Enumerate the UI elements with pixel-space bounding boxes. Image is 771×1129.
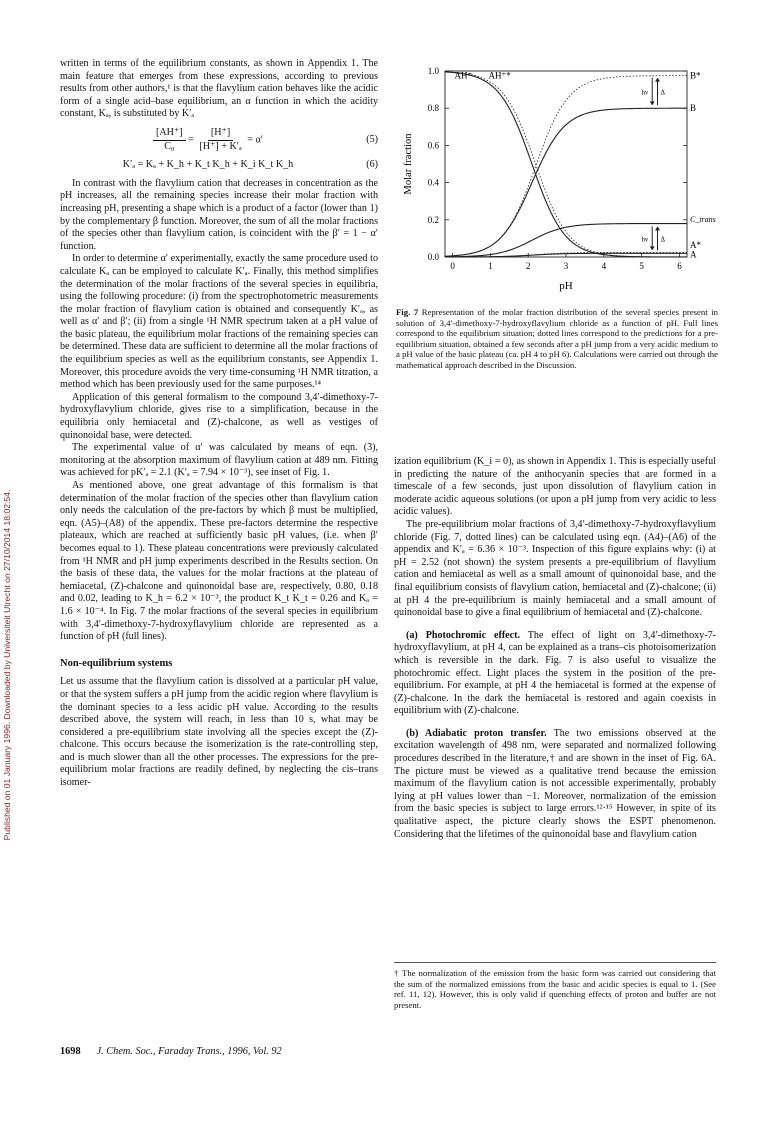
y-tick-label: 0.2 — [427, 214, 439, 225]
series-line-solid — [445, 72, 687, 257]
footnote: † The normalization of the emission from the basic form was carried out considering that the sum of the normalized emissions from the basic and acidic species is equal to 1. (See ref. 11, 12). However, this is only valid if quenching effects of proton and buffer are not present. — [394, 968, 716, 1010]
right-column — [394, 456, 716, 841]
label-c-trans: C_trans — [690, 214, 716, 224]
paragraph: (b) Adiabatic proton transfer. The two emissions observed at the excitation wavelength of 498 nm, were separated and normalized following procedures described in the literature,† and are shown in the inset of Fig. 6A. The picture must be viewed as a qualitative trend because the emission maximum of the flavylium cation is not accessible experimentally, probably lying at pH values lower than −1. Moreover, normalization of the emission from the basic species is subject to large errors.¹²·¹⁵ However, in spite of its qualitative aspect, the picture clearly shows the ESPT phenomenon. Considering that the lifetimes of the quinonoidal base and flavylium cation — [394, 727, 716, 840]
lower-hv-arrowhead — [650, 246, 655, 250]
paragraph: The experimental value of α′ was calculated by means of eqn. (3), monitoring at the absorption maximum of flavylium cation at 489 nm. Fitting was achieved for pK′ₐ = 2.1 (K′ₐ = 7.94 × 10⁻³), see inset of Fig. 1. — [60, 442, 378, 479]
subheading-b: (b) Adiabatic proton transfer. — [406, 727, 547, 739]
plot-frame — [445, 71, 687, 257]
lower-delta-label: Δ — [660, 235, 666, 244]
label-ah: AH⁺ — [454, 70, 473, 81]
label-b: B — [690, 103, 697, 114]
left-column — [60, 58, 378, 790]
x-tick-label: 2 — [525, 261, 531, 271]
paragraph: In contrast with the flavylium cation that decreases in concentration as the pH increases, all the remaining species increase their molar fraction with increasing pH, presenting a shape which is a product of a factor (lower than 1) by the complementary β function. Moreover, the sum of all the molar fractions of the species other than flavylium cation, is coincident with the β′ = 1 − α′ function. — [60, 177, 378, 252]
label-a: A — [690, 249, 697, 260]
equation-5: $\frac{[AH^+]}{\text{C₀}}$ = $\frac{[H^+]}{\text{[H⁺] + K′ₐ}}$ = α′ (5) — [60, 127, 378, 153]
paragraph: written in terms of the equilibrium constants, as shown in Appendix 1. The main feature that emerges from these expressions, according to previous results from other authors,¹ is that the flavylium cation behaves like the acidic form of a single acid–base equilibrium, an α function in which the acidity constant, Kₐ, is substituted by K′ₐ — [60, 58, 378, 120]
x-tick-label: 5 — [639, 261, 644, 271]
paragraph: ization equilibrium (K_i = 0), as shown in Appendix 1. This is especially useful in predicting the nature of the anthocyanin species that are formed in a timescale of a few seconds, just upon dissolution of flavylium cation in moderate acidic aqueous solutions (or upon a pH jump from very acidic to less acidic values). — [394, 456, 716, 518]
page-footer — [60, 1046, 282, 1057]
figure-caption: Fig. 7 Representation of the molar fraction distribution of the several species present in solution of 3,4′-dimethoxy-7-hydroxyflavylium chloride as a function of pH. Full lines correspond to the equilibrium situation; dotted lines correspond to the predictions for a pre-equilibrium situation, obtained a few seconds after a pH jump from a very acidic medium to a pH value of the basic plateau (ca. pH 4 to pH 6). Calculations were carried out through the mathematical approach described in the Discussion. — [396, 307, 718, 370]
lower-delta-arrowhead — [655, 226, 660, 230]
series-line-solid — [445, 108, 687, 256]
y-tick-label: 0.6 — [427, 140, 439, 151]
paragraph: In order to determine α′ experimentally, exactly the same procedure used to calculate Kₐ can be employed to calculate K′ₐ. Finally, this method simplifies the determination of the molar fractions of the several species in equilibria, using the following procedure: (i) from the spectrophotometric measurements the molar fraction of flavylium cation is obtained and consequently K′ₐ, as well as α′ and β′; (ii) from a single ¹H NMR spectrum taken at a pH value of the basic plateau, the equilibrium molar fractions of the remaining species can be determined. These data are sufficient to determine all the molar fractions of the equilibrium species as well as the equilibrium constants, see Appendix 1. Moreover, this procedure avoids the very time-consuming ¹H NMR titration, a method which has been previously used for the same purposes.¹⁴ — [60, 253, 378, 391]
footnote-rule — [394, 962, 716, 963]
download-watermark: Published on 01 January 1996. Downloaded by Universiteit Utrecht on 27/10/2014 18:02:54. — [2, 489, 12, 841]
upper-hv-label: hν — [641, 88, 649, 97]
series-line-dotted — [445, 72, 687, 257]
upper-hv-arrowhead — [650, 101, 655, 105]
series-line-solid — [445, 224, 687, 257]
journal-citation: J. Chem. Soc., Faraday Trans., 1996, Vol. 92 — [96, 1046, 282, 1057]
lower-hv-label: hν — [641, 235, 649, 244]
x-tick-label: 6 — [677, 261, 682, 271]
paragraph: Application of this general formalism to the compound 3,4′-dimethoxy-7-hydroxyflavylium chloride, gives rise to a simplification, because in the equilibria only hemiacetal and (Z)-chalcone, as well as vestiges of quinonoidal base, were detected. — [60, 391, 378, 441]
paragraph: Let us assume that the flavylium cation is dissolved at a particular pH value, or that the system suffers a pH jump from the acidic region where flavylium is the dominant species to a less acidic pH value. According to the results described above, the system will reach, in less than 10 s, what may be considered a pre-equilibrium state involving all the species except the (Z)-chalcone. This occurs because the isomerization is the rate-controlling step, and is much slower than all the other processes. The expressions for the pre-equilibrium molar fractions are readily defined, by neglecting the cis–trans isomer- — [60, 676, 378, 789]
figure-7-chart — [397, 55, 719, 305]
y-axis-label: Molar fraction — [403, 133, 414, 195]
subheading-a: (a) Photochromic effect. — [406, 629, 521, 641]
upper-delta-arrowhead — [655, 78, 660, 82]
y-tick-label: 0.4 — [427, 177, 439, 188]
y-tick-label: 0.0 — [427, 252, 439, 262]
page-number: 1698 — [60, 1046, 81, 1057]
upper-delta-label: Δ — [660, 88, 666, 97]
x-axis-label: pH — [559, 280, 573, 292]
x-tick-label: 3 — [563, 261, 569, 271]
x-tick-label: 4 — [601, 261, 607, 271]
label-ah-star: AH⁺* — [488, 70, 511, 81]
y-tick-label: 1.0 — [427, 66, 439, 76]
y-tick-label: 0.8 — [427, 103, 439, 114]
section-heading: Non-equilibrium systems — [60, 657, 173, 669]
x-tick-label: 1 — [488, 261, 493, 271]
paragraph: The pre-equilibrium molar fractions of 3,4′-dimethoxy-7-hydroxyflavylium chloride (Fig. 7, dotted lines) can be calculated using eqn. (A4)–(A6) of the appendix and K′ₐ = 6.36 × 10⁻³. Inspection of this figure explains why: (i) at pH = 2.52 (not shown) the system presents a pre-equilibrium of flavylium cation and hemiacetal as well as a small amount of quinonoidal base, and the final equilibrium consists of flavylium cation, hemiacetal and (Z)-chalcone; (ii) at pH 4 the pre-equilibrium is mainly hemiacetal and a small amount of quinonoidal base to give a final equilibrium of hemiacetal and (Z)-chalcone. — [394, 518, 716, 619]
label-b-star: B* — [690, 70, 701, 81]
x-tick-label: 0 — [450, 261, 455, 271]
paragraph: As mentioned above, one great advantage of this formalism is that determination of the molar fraction of the species other than flavylium cation only needs the calculation of the pre-factors by which β must be multiplied, eqn. (A5)–(A8) of the appendix. These pre-factors determine the respective plateaux, which are reached at sufficiently basic pH values, (i.e. when β′ becomes equal to 1). These plateau concentrations were previously calculated from ¹H NMR and pH jump experiments described in the Results section. On the basis of these data, the values for the molar fractions at the plateau of hemiacetal, (Z)-chalcone and quinonoidal base are, respectively, 0.80, 0.18 and 0.02, leading to K_h = 6.2 × 10⁻³, the product K_t K_t = 0.26 and Kₐ = 1.6 × 10⁻⁴. In Fig. 7 the molar fractions of the several species in equilibrium with 3,4′-dimethoxy-7-hydroxyflavylium chloride are represented as a function of pH (full lines). — [60, 480, 378, 643]
equation-6: K′ₐ = Kₐ + K_h + K_t K_h + K_i K_t K_h (6) — [122, 159, 378, 171]
paragraph: (a) Photochromic effect. The effect of light on 3,4′-dimethoxy-7-hydroxyflavylium, at pH 4, can be explained as a trans–cis photoisomerization which is reversible in the dark. Fig. 7 is also useful to visualize the photochromic effect. Light places the system in the position of the pre-equilibrium. For example, at pH 4 the hemiacetal is formed at the expense of (Z)-chalcone. In the dark the hemiacetal is restored and again coexists in equilibrium with (Z)-chalcone. — [394, 629, 716, 717]
label-a-star: A* — [690, 239, 701, 250]
